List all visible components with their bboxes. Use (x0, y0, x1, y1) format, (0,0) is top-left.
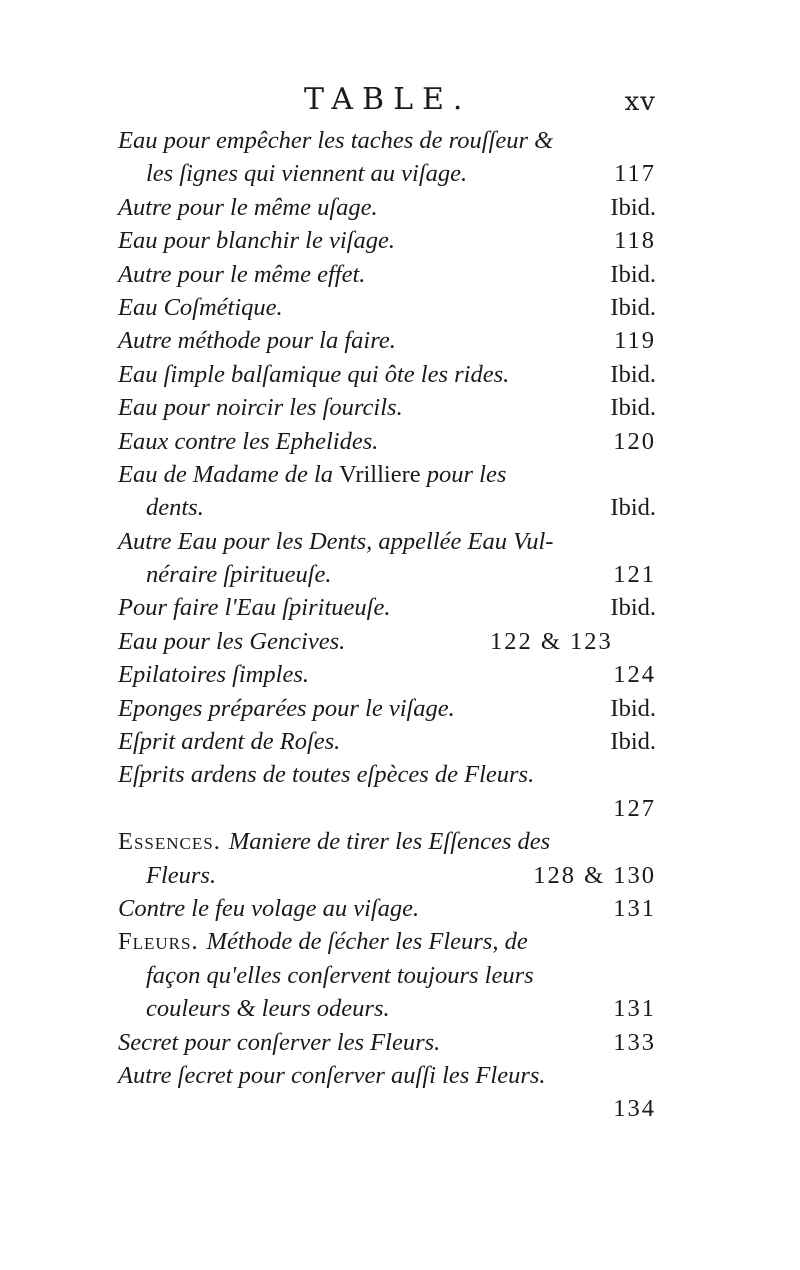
toc-entry-title: Eaux contre les Ephelides. (118, 427, 379, 455)
toc-entry-title: Eſprits ardens de toutes eſpèces de Fleurs. (118, 761, 535, 789)
toc-entry-page: Ibid. (610, 594, 656, 622)
toc-entry (118, 1059, 656, 1092)
toc-entry-text (118, 127, 553, 154)
toc-entry-page: Ibid. (610, 494, 656, 522)
toc-entry (118, 591, 656, 624)
toc-entry (118, 558, 656, 591)
toc-entry-title: Secret pour conſerver les Fleurs. (118, 1028, 441, 1056)
running-title: TABLE. (304, 82, 472, 117)
toc-entry-page: Ibid. (610, 728, 656, 756)
toc-entry-page: 134 (613, 1095, 656, 1123)
toc-entry (118, 959, 656, 992)
toc-entry-title: Autre Eau pour les Dents, appellée Eau Vul- (118, 527, 554, 555)
toc-entry-page: 128 & 130 (533, 861, 656, 889)
toc-entry-title: néraire ſpiritueuſe. (146, 561, 332, 589)
toc-entry-title: dents. (146, 494, 204, 522)
toc-entry-page: 131 (613, 894, 656, 922)
toc-entry-title: Eau Coſmétique. (118, 293, 283, 321)
toc-entry (118, 425, 656, 458)
toc-entry (118, 525, 656, 558)
toc-entry (118, 291, 656, 324)
toc-entry-title: Eau pour noircir les ſourcils. (118, 394, 403, 422)
toc-entry-text (118, 461, 506, 488)
toc-entry (118, 191, 656, 224)
toc-entry-text (118, 828, 550, 855)
toc-entry-title: Maniere de tirer les Eſſences des (228, 828, 551, 856)
toc-entry-text (118, 561, 332, 588)
toc-entry-page: 124 (613, 661, 656, 689)
toc-entry-title: Pour faire l'Eau ſpiritueuſe. (118, 594, 391, 622)
toc-entry-title: Eponges préparées pour le viſage. (118, 694, 455, 722)
toc-entry-text (118, 695, 455, 722)
toc-entry-text (118, 294, 283, 321)
toc-entry-title-cont: pour les (426, 460, 507, 488)
toc-entry (118, 391, 656, 424)
toc-entry (118, 992, 656, 1025)
toc-entry-text (118, 1062, 546, 1089)
toc-entry (118, 1026, 656, 1059)
toc-entry-text (118, 862, 216, 889)
toc-entry-page: 133 (613, 1028, 656, 1056)
toc-entry-text (118, 261, 365, 288)
toc-entry-text (118, 761, 534, 788)
toc-entry-text (118, 594, 390, 621)
toc-entry-title: Eſprit ardent de Roſes. (118, 728, 341, 756)
toc-entry-title: Autre pour le même uſage. (118, 193, 378, 221)
toc-entry (118, 859, 656, 892)
toc-entry-text (118, 394, 403, 421)
toc-entry (118, 825, 656, 858)
toc-entry (118, 925, 656, 958)
toc-entry (118, 491, 656, 524)
toc-entry (118, 625, 656, 658)
toc-entry-text (118, 361, 509, 388)
toc-entry-page: Ibid. (610, 394, 656, 422)
toc-entry (118, 758, 656, 791)
toc-entry-text (118, 528, 553, 555)
toc-entry (118, 258, 656, 291)
toc-entry-title: Epilatoires ſimples. (118, 661, 309, 689)
toc-entry-title: façon qu'elles conſervent toujours leurs (146, 961, 534, 989)
toc-entry-page: 131 (613, 995, 656, 1023)
toc-entry-text (118, 728, 340, 755)
toc-entry (118, 458, 656, 491)
toc-entry-text (118, 661, 309, 688)
toc-entry-page: 118 (614, 227, 656, 255)
toc-entry-text (118, 160, 467, 187)
toc-entry-proper-name: Vrilliere (339, 460, 421, 488)
toc-entry-page: Ibid. (610, 360, 656, 388)
toc-entry (118, 892, 656, 925)
toc-entry-title: les ſignes qui viennent au viſage. (146, 160, 468, 188)
page-number: xv (624, 87, 656, 117)
toc-entry-page: 122 & 123 (490, 627, 613, 655)
toc-entry (118, 725, 656, 758)
toc-entry-text (118, 895, 419, 922)
toc-entry (118, 792, 656, 825)
toc-entry (118, 692, 656, 725)
toc-entry (118, 324, 656, 357)
toc-entry-page: Ibid. (610, 193, 656, 221)
toc-entry-title: Eau ſimple balſamique qui ôte les rides. (118, 360, 510, 388)
toc-entry-text (118, 928, 528, 955)
toc-section-heading: Fleurs. (118, 928, 199, 956)
toc-entry-title: Eau de Madame de la (118, 460, 333, 488)
toc-entry-text (118, 628, 345, 655)
toc-entry (118, 124, 656, 157)
toc-entry-page: 127 (613, 794, 656, 822)
toc-entry-text (118, 962, 534, 989)
toc-entry-page: Ibid. (610, 694, 656, 722)
toc-entry (118, 358, 656, 391)
page-header (118, 82, 656, 122)
toc-entry-text (118, 428, 378, 455)
toc-entry-text (118, 1029, 440, 1056)
toc-entry (118, 157, 656, 190)
toc-entry-text (118, 327, 396, 354)
toc-entry-text (118, 227, 395, 254)
toc-entry-page: 121 (613, 561, 656, 589)
toc-section-heading: Essences. (118, 828, 221, 856)
toc-entry-text (118, 995, 390, 1022)
toc-entry-title: Autre ſecret pour conſerver auſſi les Fleurs. (118, 1061, 546, 1089)
toc-entry-page: 117 (614, 160, 656, 188)
toc-entry-title: Eau pour blanchir le viſage. (118, 227, 395, 255)
toc-entry-title: couleurs & leurs odeurs. (146, 995, 390, 1023)
toc-entry-page: 119 (614, 327, 656, 355)
toc-entry (118, 1092, 656, 1125)
toc-entry-title: Contre le feu volage au viſage. (118, 894, 420, 922)
toc-entry-title: Fleurs. (146, 861, 217, 889)
toc-entry-title: Eau pour empêcher les taches de rouſſeur & (118, 127, 554, 154)
table-of-contents (118, 124, 656, 1126)
toc-entry-text (118, 194, 378, 221)
toc-entry (118, 658, 656, 691)
toc-entry-title: Eau pour les Gencives. (118, 627, 346, 655)
toc-entry-title: Autre méthode pour la faire. (118, 327, 396, 355)
toc-entry-title: Méthode de ſécher les Fleurs, de (206, 928, 528, 956)
toc-entry (118, 224, 656, 257)
toc-entry-text (118, 494, 204, 521)
toc-entry-title: Autre pour le même effet. (118, 260, 366, 288)
toc-entry-page: 120 (613, 427, 656, 455)
toc-entry-page: Ibid. (610, 260, 656, 288)
toc-entry-page: Ibid. (610, 293, 656, 321)
